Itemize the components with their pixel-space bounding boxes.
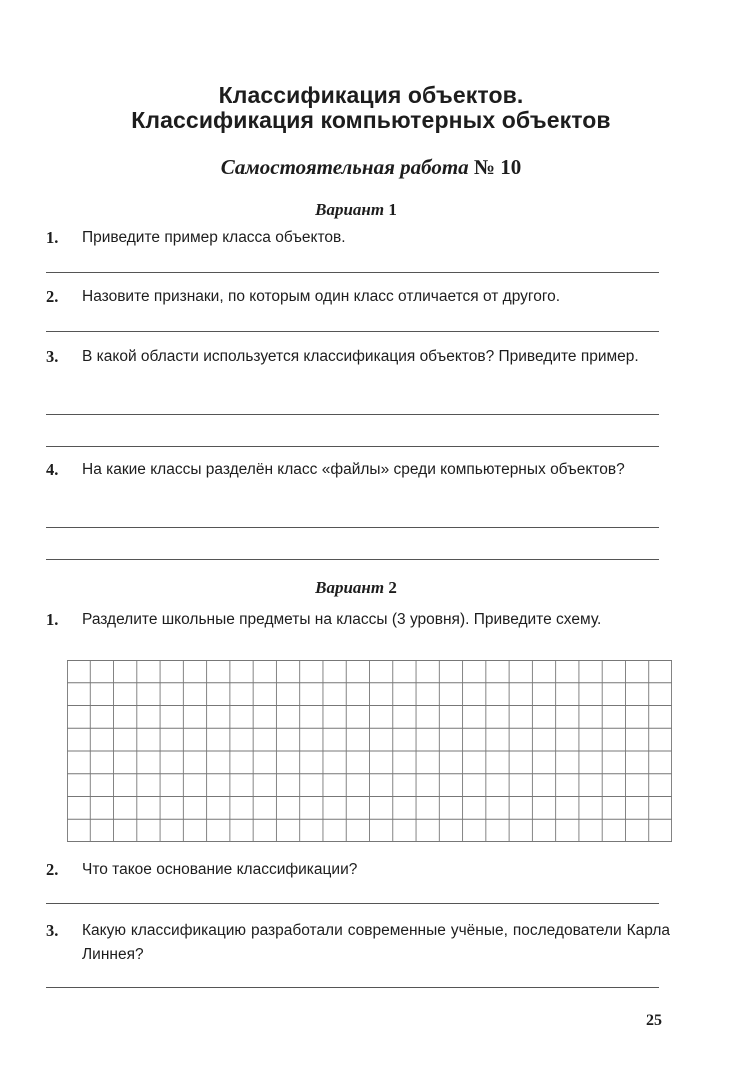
v2-question-3-answer-line[interactable] — [46, 987, 659, 988]
work-title-label: Самостоятельная работа — [220, 155, 469, 179]
variant-2-heading — [0, 578, 712, 598]
v1-question-2-answer-line[interactable] — [46, 331, 659, 332]
variant-2-label: Вариант — [315, 578, 385, 597]
v1-question-3-answer-line-1[interactable] — [46, 414, 659, 415]
v2-question-3-number: 3. — [46, 921, 59, 940]
v1-question-4-number: 4. — [46, 460, 59, 479]
v2-question-2-text: Что такое основание классификации? — [82, 861, 358, 878]
v2-question-2-number: 2. — [46, 860, 59, 879]
v1-question-2-number: 2. — [46, 287, 59, 306]
page-number: 25 — [646, 1012, 662, 1029]
v2-question-2-answer-line[interactable] — [46, 903, 659, 904]
v1-question-4-text: На какие классы разделён класс «файлы» среди компьютерных объектов? — [82, 461, 625, 478]
v1-question-4-answer-line-2[interactable] — [46, 559, 659, 560]
v1-question-2-text: Назовите признаки, по которым один класс отличается от другого. — [82, 288, 561, 305]
v1-question-1-number: 1. — [46, 228, 59, 247]
v2-question-3-text: Какую классификацию разработали современные учёные, последователи Карла Линнея? — [82, 922, 670, 963]
answer-grid[interactable] — [67, 660, 672, 842]
v1-question-1-text: Приведите пример класса объектов. — [82, 229, 346, 246]
v1-question-3-number: 3. — [46, 347, 59, 366]
work-title-number: № 10 — [473, 155, 522, 179]
page-title-line-1: Классификация объектов. — [218, 82, 524, 108]
v1-question-3-text: В какой области используется классификация объектов? Приведите пример. — [82, 348, 639, 365]
v2-question-1-number: 1. — [46, 610, 59, 629]
page-title-line-2: Классификация компьютерных объектов — [131, 107, 611, 133]
v1-question-4-answer-line-1[interactable] — [46, 527, 659, 528]
v1-question-3-answer-line-2[interactable] — [46, 446, 659, 447]
v1-question-1-answer-line[interactable] — [46, 272, 659, 273]
variant-1-label: Вариант — [315, 200, 385, 219]
variant-2-number: 2 — [388, 578, 397, 597]
variant-1-heading — [0, 200, 712, 220]
work-title — [0, 155, 742, 179]
v2-question-1-text: Разделите школьные предметы на классы (3 уровня). Приведите схему. — [82, 611, 602, 628]
variant-1-number: 1 — [388, 200, 397, 219]
